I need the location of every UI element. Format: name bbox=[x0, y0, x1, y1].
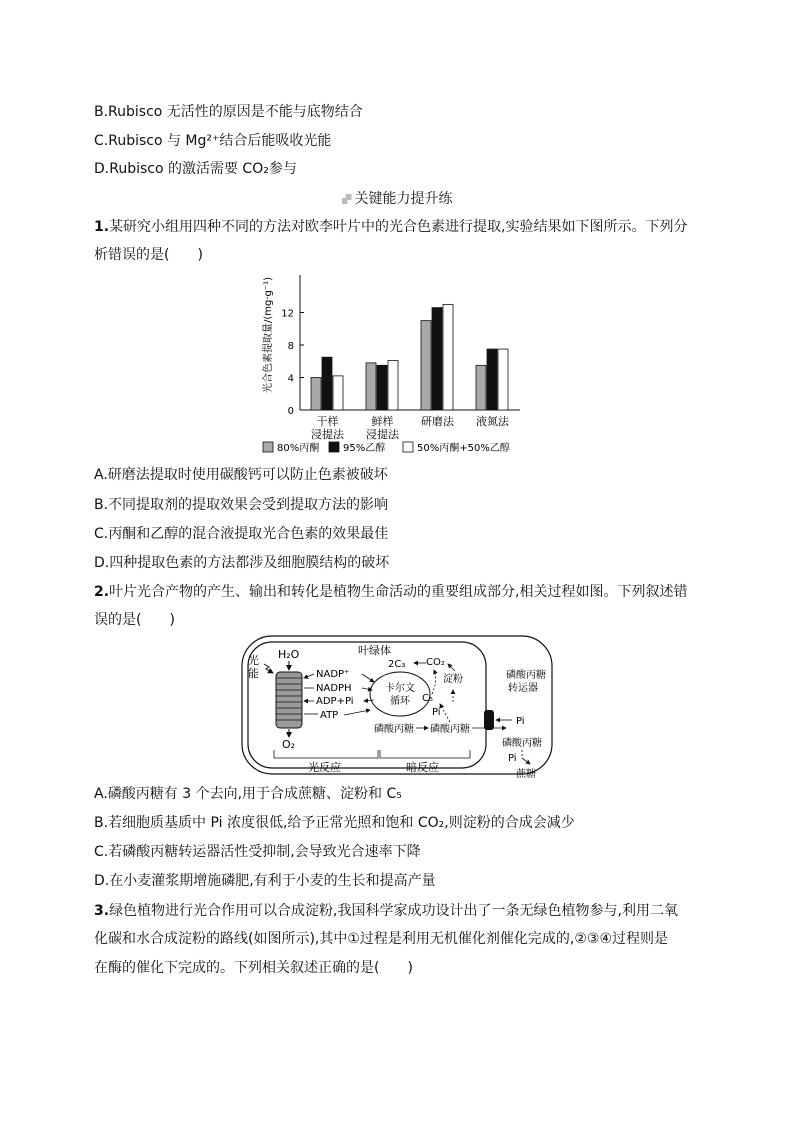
adp-pi-label: ADP+Pi bbox=[316, 696, 354, 707]
q2-stem-line1 bbox=[94, 582, 688, 602]
light-arrow bbox=[264, 664, 273, 673]
bar bbox=[487, 349, 497, 410]
bar bbox=[311, 378, 321, 411]
q1-stem-line2: 析错误的是( ) bbox=[94, 247, 203, 263]
option-d-rubisco: D.Rubisco 的激活需要 CO₂参与 bbox=[94, 161, 297, 177]
q3-line3: 在酶的催化下完成的。下列相关叙述正确的是( ) bbox=[94, 960, 413, 976]
o2-label: O₂ bbox=[282, 738, 296, 751]
starch-label: 淀粉 bbox=[443, 674, 463, 685]
q2-option-b: B.若细胞质基质中 Pi 浓度很低,给予正常光照和饱和 CO₂,则淀粉的合成会减少 bbox=[94, 815, 575, 831]
pi-inner-label: Pi bbox=[432, 707, 441, 718]
bar bbox=[421, 321, 431, 410]
sucrose-label: 蔗糖 bbox=[516, 769, 536, 779]
y-tick-label: 0 bbox=[287, 406, 294, 417]
section-title: 关键能力提升练 bbox=[354, 191, 453, 207]
h2o-label: H₂O bbox=[278, 648, 300, 661]
triose-phosphate-outer: 磷酸丙糖 bbox=[502, 738, 542, 749]
pi-cytosol-label: Pi bbox=[508, 753, 517, 764]
light-label-1: 光 bbox=[248, 654, 259, 667]
dark-reaction-label: 暗反应 bbox=[406, 761, 439, 774]
q2-option-d: D.在小麦灌浆期增施磷肥,有利于小麦的生长和提高产量 bbox=[94, 873, 436, 889]
y-tick-label: 4 bbox=[287, 373, 294, 385]
q2-stem-line2: 误的是( ) bbox=[94, 612, 175, 628]
option-c-rubisco: C.Rubisco 与 Mg²⁺结合后能吸收光能 bbox=[94, 133, 332, 149]
q2-option-a: A.磷酸丙糖有 3 个去向,用于合成蔗糖、淀粉和 C₅ bbox=[94, 786, 402, 802]
light-label-2: 能 bbox=[248, 667, 259, 680]
c5-label: C₅ bbox=[422, 693, 433, 704]
x-category-label: 液氮法 bbox=[476, 415, 509, 428]
co2-label: CO₂ bbox=[426, 657, 445, 668]
two-c3-label: 2C₃ bbox=[388, 659, 406, 670]
transporter-label-2: 转运器 bbox=[508, 683, 538, 694]
q2-stem-text: 叶片光合产物的产生、输出和转化是植物生命活动的重要组成部分,相关过程如图。下列叙述错 bbox=[109, 584, 688, 600]
calvin-label-1: 卡尔文 bbox=[385, 683, 415, 694]
q3-line1 bbox=[94, 901, 678, 921]
light-reaction-bracket bbox=[274, 750, 378, 758]
triose-phosphate-mid: 磷酸丙糖 bbox=[430, 724, 470, 735]
y-axis-label: 光合色素提取量/(mg·g⁻¹) bbox=[263, 276, 274, 394]
triose-phosphate-transporter-icon bbox=[484, 710, 494, 730]
bar bbox=[377, 365, 387, 410]
q2-option-c: C.若磷酸丙糖转运器活性受抑制,会导致光合速率下降 bbox=[94, 844, 421, 860]
y-tick-label: 8 bbox=[287, 341, 294, 352]
q1-stem-text: 某研究小组用四种不同的方法对欧李叶片中的光合色素进行提取,实验结果如下图所示。下列分 bbox=[109, 219, 688, 235]
chloroplast-diagram bbox=[240, 634, 560, 779]
q1-stem-line1 bbox=[94, 217, 688, 237]
q3-line2: 化碳和水合成淀粉的路线(如图所示),其中①过程是利用无机催化剂催化完成的,②③④过程则是 bbox=[94, 931, 669, 947]
q3-number: 3. bbox=[94, 903, 110, 919]
bar bbox=[322, 357, 332, 410]
q1-number: 1. bbox=[94, 219, 110, 235]
x-category-label: 鲜样 bbox=[371, 415, 394, 428]
legend-swatch bbox=[403, 442, 413, 452]
legend-label: 80%丙酮 bbox=[277, 443, 320, 454]
x-category-label: 研磨法 bbox=[421, 415, 454, 428]
bar bbox=[366, 363, 376, 410]
q2-number: 2. bbox=[94, 584, 110, 600]
legend-swatch bbox=[263, 442, 273, 452]
legend-label: 95%乙醇 bbox=[343, 443, 386, 454]
bar bbox=[388, 360, 398, 410]
light-reaction-label: 光反应 bbox=[308, 761, 341, 774]
atp-label: ATP bbox=[320, 710, 339, 721]
q1-option-d: D.四种提取色素的方法都涉及细胞膜结构的破坏 bbox=[94, 555, 390, 571]
nadp-label: NADP⁺ bbox=[316, 669, 350, 680]
bar bbox=[476, 365, 486, 410]
option-b-rubisco: B.Rubisco 无活性的原因是不能与底物结合 bbox=[94, 104, 363, 120]
x-category-label: 浸提法 bbox=[311, 428, 344, 441]
legend-swatch bbox=[329, 442, 339, 452]
nadph-label: NADPH bbox=[316, 683, 352, 694]
bar bbox=[498, 349, 508, 410]
transporter-label-1: 磷酸丙糖 bbox=[506, 670, 546, 681]
legend-label: 50%丙酮+50%乙醇 bbox=[417, 443, 510, 454]
y-tick-label: 12 bbox=[281, 308, 294, 320]
calvin-label-2: 循环 bbox=[390, 696, 410, 707]
x-category-label: 干样 bbox=[316, 415, 339, 428]
q1-option-c: C.丙酮和乙醇的混合液提取光合色素的效果最佳 bbox=[94, 526, 389, 542]
bar bbox=[443, 304, 453, 410]
thylakoid-stack-icon bbox=[276, 672, 302, 728]
q3-text-1: 绿色植物进行光合作用可以合成淀粉,我国科学家成功设计出了一条无绿色植物参与,利用二氧 bbox=[109, 903, 678, 919]
bar bbox=[432, 308, 442, 410]
triose-phosphate-inner: 磷酸丙糖 bbox=[374, 724, 414, 735]
dark-reaction-bracket bbox=[380, 750, 470, 758]
pigment-bar-chart bbox=[255, 265, 545, 465]
section-marker-icon bbox=[342, 194, 352, 204]
bar bbox=[333, 376, 343, 410]
x-category-label: 浸提法 bbox=[366, 428, 399, 441]
q1-option-a: A.研磨法提取时使用碳酸钙可以防止色素被破坏 bbox=[94, 467, 388, 483]
q1-option-b: B.不同提取剂的提取效果会受到提取方法的影响 bbox=[94, 497, 389, 513]
pi-outer-label: Pi bbox=[516, 716, 525, 727]
chloroplast-label: 叶绿体 bbox=[358, 644, 391, 657]
section-heading bbox=[0, 188, 794, 208]
calvin-cycle-loop bbox=[370, 672, 430, 716]
